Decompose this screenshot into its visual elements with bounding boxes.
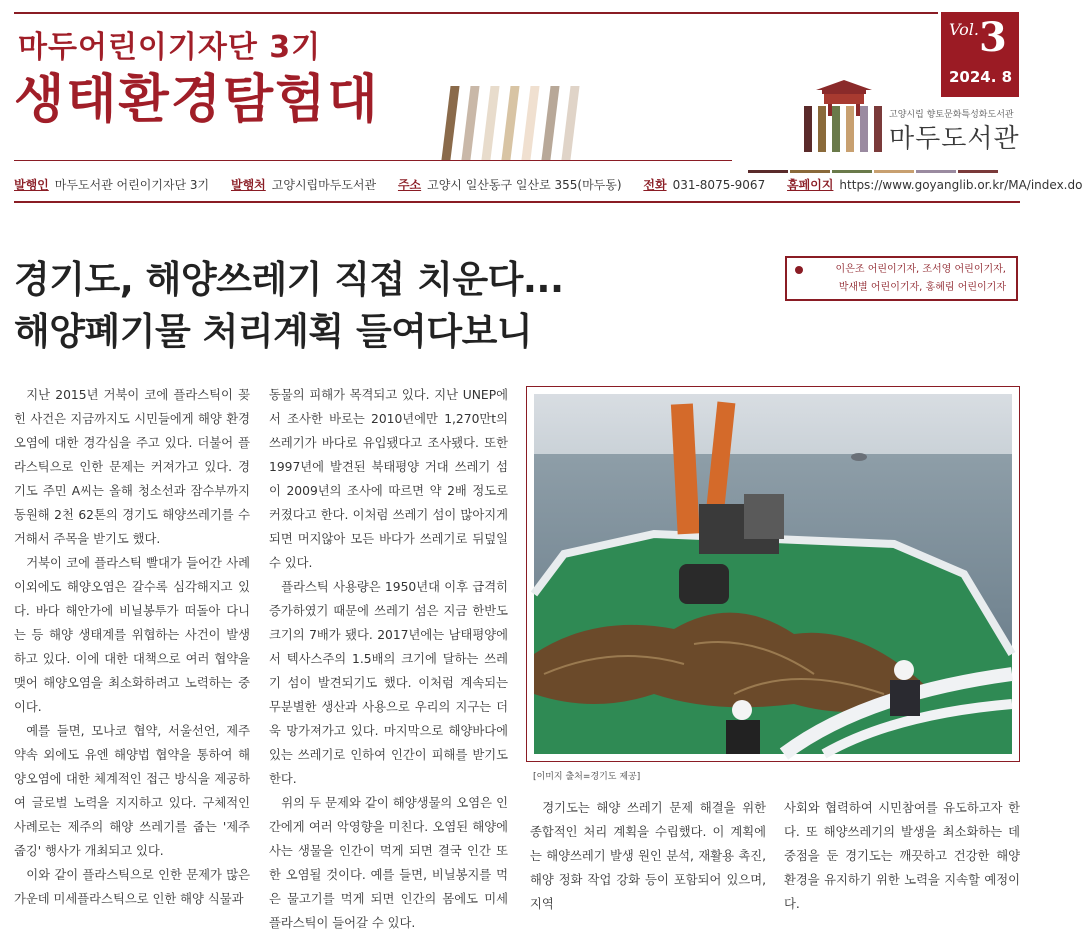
logo-bar bbox=[846, 106, 854, 152]
stripe bbox=[521, 86, 539, 160]
info-label-publisher: 발행인 bbox=[14, 178, 49, 192]
logo-bar bbox=[874, 106, 882, 152]
top-rule bbox=[14, 12, 938, 14]
photo-frame bbox=[526, 386, 1020, 762]
info-value-issuer: 고양시립마두도서관 bbox=[271, 178, 377, 192]
paragraph: 플라스틱 사용량은 1950년대 이후 급격히 증가하였기 때문에 쓰레기 섬은 지금 한반도 크기의 7배가 됐다. 2017년에는 남태평양에서 텍사스주의 1.5배의 크기에 달하는 쓰레기 섬이 발견되기도 했다. 이처럼 계속되는 무분별한 생산과 사용으로 우리의 지구는 더욱 망가져가고 있다. 마지막으로 해양바다에 있는 쓰레기로 인하여 인간이 피해를 받기도 한다. bbox=[269, 580, 508, 786]
library-color-bar bbox=[748, 158, 1020, 161]
bullet-icon bbox=[795, 266, 803, 274]
info-label-address: 주소 bbox=[397, 178, 422, 192]
article-column-2 bbox=[269, 383, 508, 935]
newsletter-title: 생태환경탐험대 bbox=[14, 70, 380, 130]
logo-bar bbox=[818, 106, 826, 152]
color-segment bbox=[748, 170, 788, 173]
color-segment bbox=[916, 170, 956, 173]
paragraph: 지난 2015년 거북이 코에 플라스틱이 꽂힌 사건은 지금까지도 시민들에게 해양 환경오염에 대한 경각심을 주고 있다. 더불어 플라스틱으로 인한 문제는 커져가고 있다. 경기도 주민 A씨는 올해 청소선과 잠수부까지 동원해 2천 62톤의 경기도 해양쓰레기를 수거해서 주목을 받기도 했다. bbox=[14, 388, 250, 546]
info-value-publisher: 마두도서관 어린이기자단 3기 bbox=[54, 178, 210, 192]
color-segment bbox=[958, 170, 998, 173]
stripe bbox=[481, 86, 499, 160]
volume-label: Vol. bbox=[949, 20, 979, 39]
ship-cleanup-photo bbox=[534, 394, 1012, 754]
info-value-address: 고양시 일산동구 일산로 355(마두동) bbox=[427, 178, 622, 192]
info-divider bbox=[14, 201, 1020, 203]
headline-line-2: 해양폐기물 처리계획 들여다보니 bbox=[14, 310, 533, 353]
article-column-4 bbox=[784, 796, 1020, 916]
paragraph: 동물의 피해가 목격되고 있다. 지난 UNEP에서 조사한 바로는 2010년에만 1,270만t의 쓰레기가 바다로 유입됐다고 조사됐다. 또한 1997년에 발견된 북태평양 거대 쓰레기 섬이 2009년의 조사에 따르면 약 2배 정도로 커졌다고 한다. 이처럼 쓰레기 섬이 많아지게 되면 머지않아 모든 바다가 쓰레기로 뒤덮일 수 있다. bbox=[269, 388, 508, 570]
stripe bbox=[461, 86, 479, 160]
newsletter-subtitle: 마두어린이기자단 3기 bbox=[18, 30, 322, 65]
library-name: 마두도서관 bbox=[889, 124, 1020, 154]
paragraph: 이와 같이 플라스틱으로 인한 문제가 많은 가운데 미세플라스틱으로 인한 해양 식물과 bbox=[14, 868, 250, 906]
color-segment bbox=[874, 170, 914, 173]
logo-bar bbox=[832, 106, 840, 152]
stripe bbox=[541, 86, 559, 160]
photo-caption: [이미지 출처=경기도 제공] bbox=[533, 772, 641, 782]
stripe bbox=[561, 86, 579, 160]
article-column-1 bbox=[14, 383, 250, 911]
color-segment bbox=[790, 170, 830, 173]
color-segment bbox=[832, 170, 872, 173]
stripe bbox=[441, 86, 459, 160]
header-divider bbox=[14, 160, 732, 161]
reporters-line-1: 이은조 어린이기자, 조서영 어린이기자, bbox=[835, 264, 1006, 275]
issue-date: 2024. 8 bbox=[949, 68, 1013, 86]
info-label-phone: 전화 bbox=[643, 178, 667, 192]
paragraph: 예를 들면, 모나코 협약, 서울선언, 제주 약속 외에도 유엔 해양법 협약을 통하여 해양오염에 대한 체계적인 접근 방식을 제공하여 글로벌 노력을 지지하고 있다. 구체적인 사례로는 제주의 해양 쓰레기를 줍는 '제주줍깅' 행사가 개최되고 있다. bbox=[14, 724, 250, 858]
paragraph: 사회와 협력하여 시민참여를 유도하고자 한다. 또 해양쓰레기의 발생을 최소화하는 데 중점을 둔 경기도는 깨끗하고 건강한 해양 환경을 유지하기 위한 노력을 지속할 예정이다. bbox=[784, 801, 1020, 911]
article-headline bbox=[14, 254, 564, 358]
logo-bar bbox=[804, 106, 812, 152]
reporter-byline bbox=[785, 256, 1018, 301]
info-label-issuer: 발행처 bbox=[230, 178, 266, 192]
paragraph: 위의 두 문제와 같이 해양생물의 오염은 인간에게 여러 악영향을 미친다. 오염된 해양에 사는 생물을 인간이 먹게 되면 결국 인간 또한 오염될 것이다. 예를 들면, 비닐봉지를 먹은 물고기를 먹게 되면 인간의 몸에도 미세 플라스틱이 들어갈 수 있다. bbox=[269, 796, 508, 930]
decorative-stripes bbox=[446, 86, 586, 160]
stripe bbox=[501, 86, 519, 160]
paragraph: 경기도는 해양 쓰레기 문제 해결을 위한 종합적인 처리 계획을 수립했다. 이 계획에는 해양쓰레기 발생 원인 분석, 재활용 촉진, 해양 정화 작업 강화 등이 포함되어 있으며, 지역 bbox=[530, 801, 766, 911]
info-value-phone: 031-8075-9067 bbox=[672, 178, 766, 192]
library-tagline: 고양시립 향토문화특성화도서관 bbox=[889, 110, 1014, 120]
reporters-line-2: 박새별 어린이기자, 홍혜림 어린이기자 bbox=[838, 282, 1006, 293]
paragraph: 거북이 코에 플라스틱 빨대가 들어간 사례 이외에도 해양오염은 갈수록 심각해지고 있다. 바다 해안가에 비닐봉투가 떠돌아 다니는 등 해양 생태계를 위협하는 사건이 발생하고 있다. 이에 대한 대책으로 여러 협약을 맺어 해양오염을 최소화하려고 노력하는 중이다. bbox=[14, 556, 250, 714]
publication-info bbox=[14, 176, 1082, 193]
volume-badge bbox=[941, 12, 1019, 97]
library-logo-icon bbox=[800, 76, 888, 152]
info-label-homepage: 홈페이지 bbox=[787, 178, 834, 192]
homepage-link[interactable]: https://www.goyanglib.or.kr/MA/index.do bbox=[839, 178, 1082, 192]
logo-bar bbox=[860, 106, 868, 152]
article-column-3 bbox=[530, 796, 766, 916]
volume-number: 3 bbox=[979, 14, 1007, 61]
headline-line-1: 경기도, 해양쓰레기 직접 치운다... bbox=[14, 258, 564, 301]
